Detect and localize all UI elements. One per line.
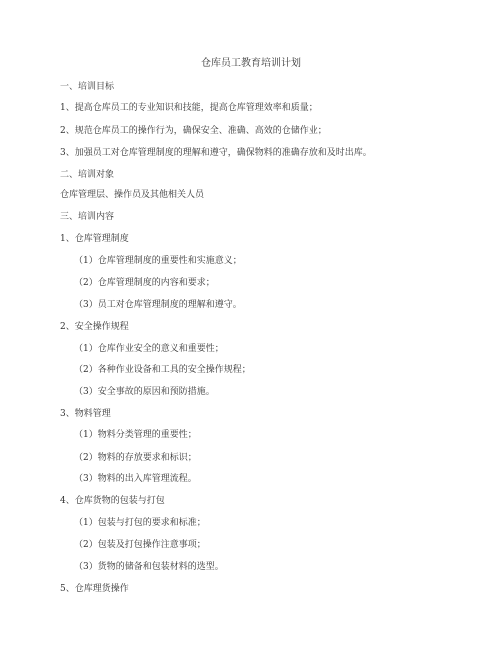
section-heading: 一、培训目标 <box>60 82 115 92</box>
subsection-heading: 3、物料管理 <box>60 409 111 419</box>
list-item: （3）安全事故的原因和预防措施。 <box>74 387 215 397</box>
list-item: （1）仓库管理制度的重要性和实施意义； <box>74 256 242 266</box>
paragraph: 仓库管理层、操作员及其他相关人员 <box>60 190 205 200</box>
list-item: 3、加强员工对仓库管理制度的理解和遵守，确保物料的准确存放和及时出库。 <box>60 148 372 158</box>
list-item: （2）仓库管理制度的内容和要求； <box>74 278 215 288</box>
section-heading: 二、培训对象 <box>60 170 115 180</box>
list-item: （2）物料的存放要求和标识； <box>74 453 197 463</box>
subsection-heading: 2、安全操作规程 <box>60 322 129 332</box>
list-item: 1、提高仓库员工的专业知识和技能，提高仓库管理效率和质量； <box>60 103 318 113</box>
subsection-heading: 1、仓库管理制度 <box>60 234 129 244</box>
section-heading: 三、培训内容 <box>60 212 115 222</box>
list-item: （1）物料分类管理的重要性； <box>74 430 197 440</box>
list-item: （3）货物的储备和包装材料的选型。 <box>74 562 224 572</box>
list-item: 2、规范仓库员工的操作行为，确保安全、准确、高效的仓储作业； <box>60 126 327 136</box>
list-item: （1）包装与打包的要求和标准； <box>74 518 206 528</box>
list-item: （2）包装及打包操作注意事项； <box>74 540 206 550</box>
list-item: （3）员工对仓库管理制度的理解和遵守。 <box>74 300 242 310</box>
subsection-heading: 4、仓库货物的包装与打包 <box>60 496 165 506</box>
document-title: 仓库员工教育培训计划 <box>201 58 301 69</box>
list-item: （1）仓库作业安全的意义和重要性； <box>74 344 224 354</box>
list-item: （3）物料的出入库管理流程。 <box>74 474 197 484</box>
list-item: （2）各种作业设备和工具的安全操作规程； <box>74 365 251 375</box>
subsection-heading: 5、仓库理货操作 <box>60 584 129 594</box>
